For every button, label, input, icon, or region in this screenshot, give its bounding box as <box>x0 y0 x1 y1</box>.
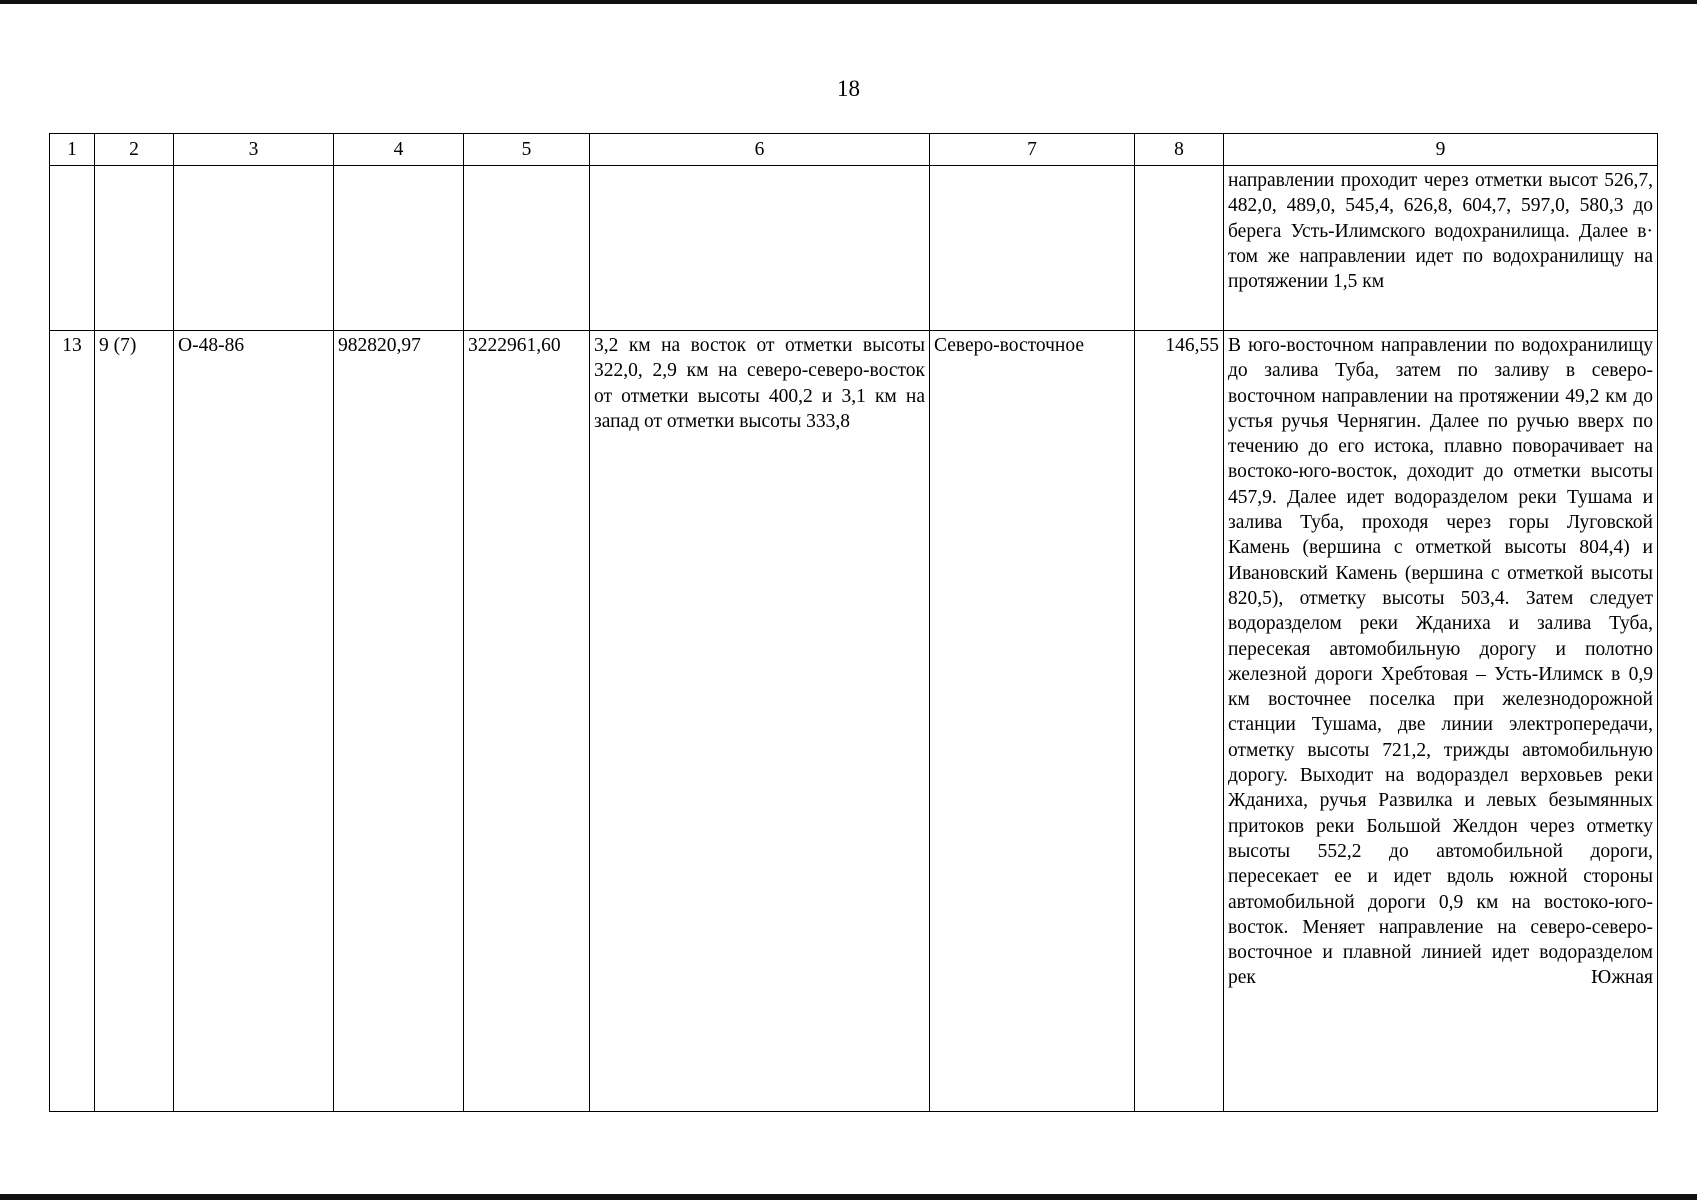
cell-row-number: 13 <box>50 331 95 1112</box>
table-row-continuation <box>50 166 1658 331</box>
column-header-5: 5 <box>464 134 590 166</box>
cell-distance: 146,55 <box>1135 331 1224 1112</box>
cell-direction: Северо-восточное <box>930 331 1135 1112</box>
boundary-description-table <box>49 133 1658 1112</box>
column-header-6: 6 <box>590 134 930 166</box>
table-row <box>50 331 1658 1112</box>
cell-empty <box>590 166 930 331</box>
column-header-1: 1 <box>50 134 95 166</box>
column-header-9: 9 <box>1224 134 1658 166</box>
column-header-8: 8 <box>1135 134 1224 166</box>
point-location-text: 3,2 км на восток от отметки высоты 322,0, 2,9 км на северо-северо-восток от отметки высоты 400,2 и 3,1 км на запад от отметки высоты 333,8 <box>594 335 925 432</box>
cell-empty <box>174 166 334 331</box>
cell-empty <box>930 166 1135 331</box>
scan-edge-top <box>0 0 1697 4</box>
column-header-2: 2 <box>95 134 174 166</box>
column-header-3: 3 <box>174 134 334 166</box>
boundary-description-text: направлении проходит через отметки высот 526,7, 482,0, 489,0, 545,4, 626,8, 604,7, 597,0, 580,3 до берега Усть-Илимского водохранилища. Далее в· том же направлении идет по водохранилищу на протяжении 1,5 км <box>1228 170 1653 293</box>
cell-boundary-description <box>1224 331 1658 1112</box>
column-header-4: 4 <box>334 134 464 166</box>
boundary-description-text: В юго-восточном направлении по водохранилищу до залива Туба, затем по заливу в северо-восточном направлении на протяжении 49,2 км до устья ручья Чернягин. Далее по ручью вверх по течению до его истока, плавно поворачивает на востоко-юго-восток, доходит до отметки высоты 457,9. Далее идет водоразделом реки Тушама и залива Туба, проходя через горы Луговской Камень (вершина с отметкой высоты 804,4) и Ивановский Камень (вершина с отметкой высоты 820,5), отметку высоты 503,4. Затем следует водоразделом реки Жданиха и залива Туба, пересекая автомобильную дорогу и полотно железной дороги Хребтовая – Усть-Илимск в 0,9 км восточнее поселка при железнодорожной станции Тушама, две линии электропередачи, отметку высоты 721,2, трижды автомобильную дорогу. Выходит на водораздел верховьев реки Жданиха, ручья Развилка и левых безымянных притоков реки Большой Желдон через отметку высоты 552,2 до автомобильной дороги, пересекает ее и идет вдоль южной стороны автомобильной дороги 0,9 км на востоко-юго-восток. Меняет направление на северо-северо-восточное и плавной линией идет водоразделом рек Южная <box>1228 335 1653 989</box>
scan-edge-bottom <box>0 1194 1697 1200</box>
cell-empty <box>464 166 590 331</box>
column-header-7: 7 <box>930 134 1135 166</box>
cell-empty <box>95 166 174 331</box>
cell-coordinate-y: 3222961,60 <box>464 331 590 1112</box>
cell-point-location <box>590 331 930 1112</box>
page-number: 18 <box>837 76 860 101</box>
cell-empty <box>334 166 464 331</box>
cell-coordinate-x: 982820,97 <box>334 331 464 1112</box>
cell-empty <box>1135 166 1224 331</box>
cell-map-sheet: О-48-86 <box>174 331 334 1112</box>
cell-boundary-description <box>1224 166 1658 331</box>
table-header-row <box>50 134 1658 166</box>
cell-col-2: 9 (7) <box>95 331 174 1112</box>
cell-empty <box>50 166 95 331</box>
